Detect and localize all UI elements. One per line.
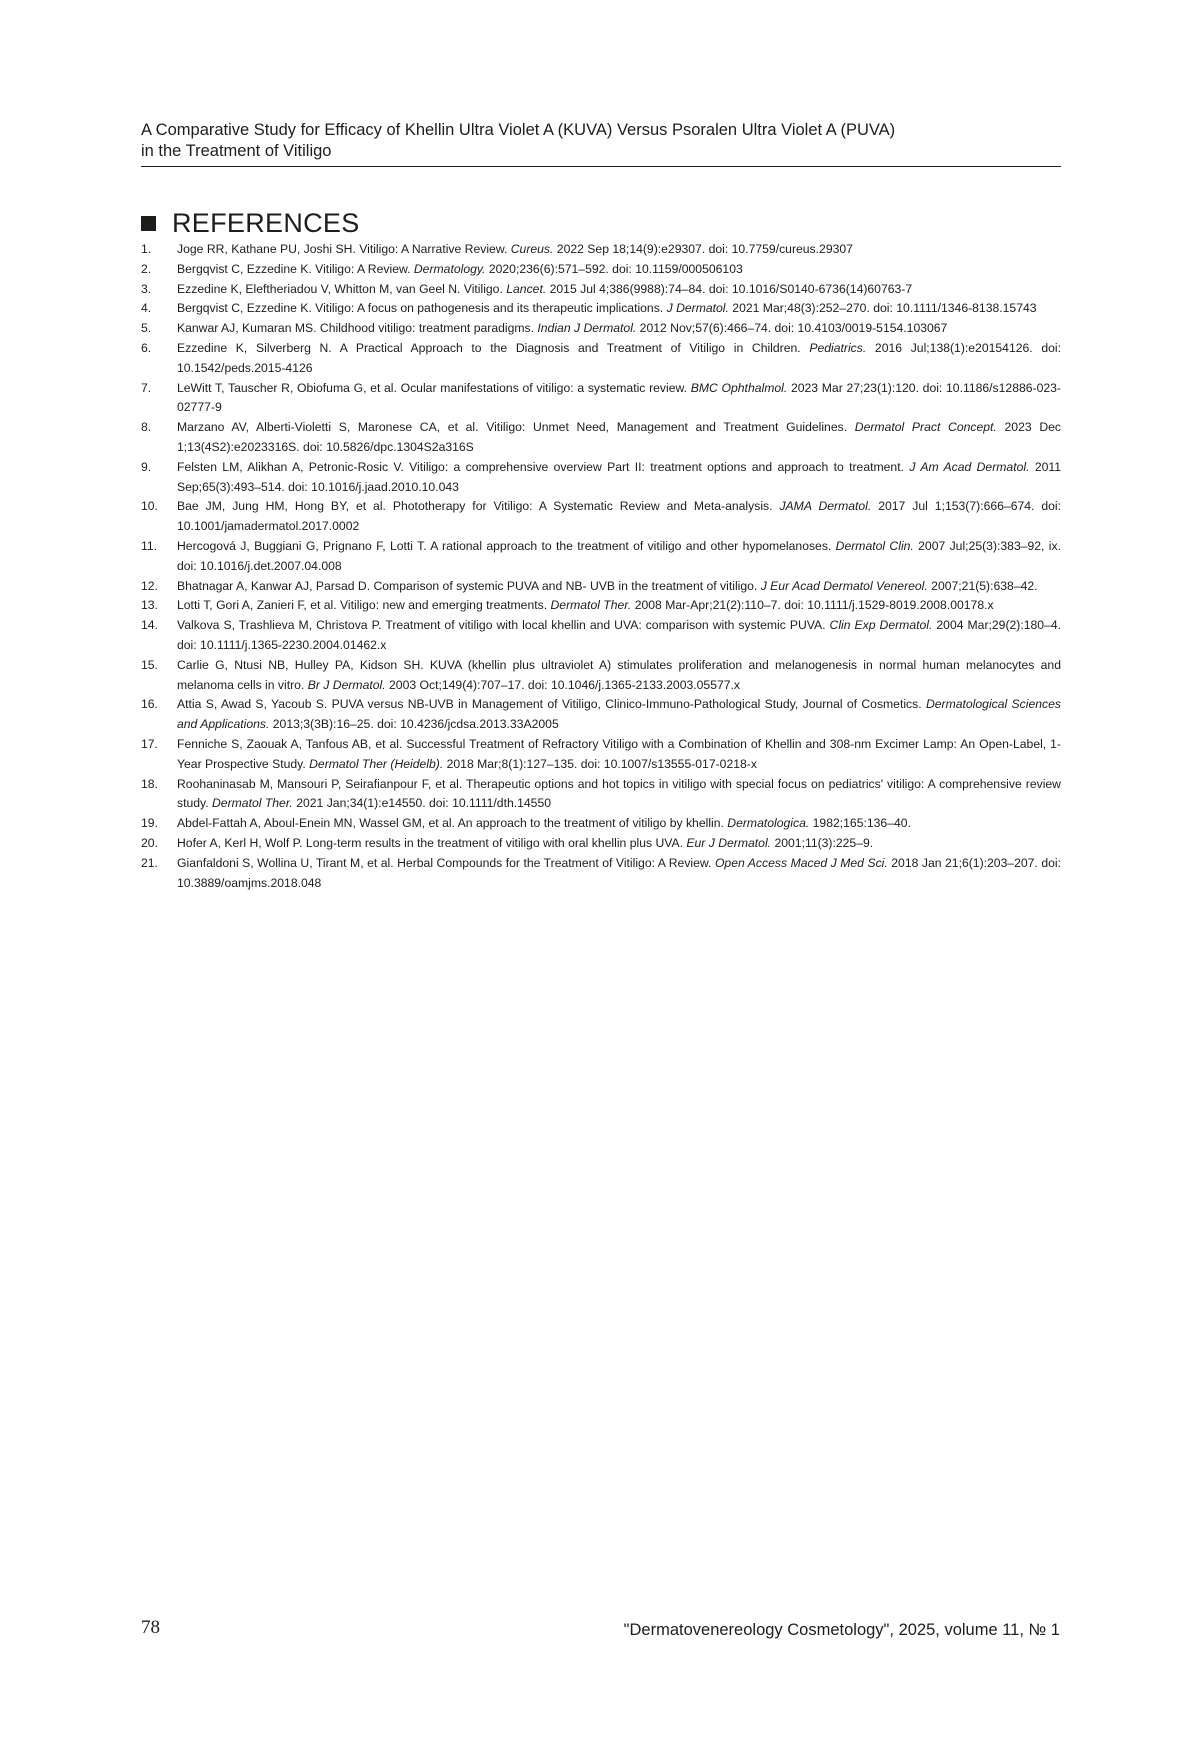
reference-text (177, 418, 1061, 458)
reference-authors-title: Valkova S, Trashlieva M, Christova P. Treatment of vitiligo with local khellin and UVA: comparison with systemic PUVA. (177, 618, 830, 633)
reference-journal: J Dermatol. (666, 301, 729, 316)
reference-number: 21. (141, 855, 158, 870)
section-heading (141, 208, 360, 238)
reference-authors-title: Marzano AV, Alberti-Violetti S, Maronese CA, et al. Vitiligo: Unmet Need, Management and Treatment Guidelines. (177, 420, 855, 435)
reference-number: 2. (141, 261, 152, 276)
reference-item (141, 418, 1061, 458)
reference-item (141, 299, 1061, 319)
reference-text (177, 735, 1061, 775)
reference-journal: Lancet. (506, 281, 547, 296)
reference-journal: J Am Acad Dermatol. (909, 459, 1030, 474)
reference-number: 6. (141, 340, 152, 355)
reference-item (141, 458, 1061, 498)
reference-journal: J Eur Acad Dermatol Venereol. (760, 578, 928, 593)
reference-number: 3. (141, 281, 152, 296)
reference-item (141, 596, 1061, 616)
reference-item (141, 240, 1061, 260)
reference-citation-details: 2023 Mar 27;23(1):120. doi: 10.1186/s12886-023-02777-9 (177, 380, 1061, 415)
reference-item (141, 775, 1061, 815)
reference-text (177, 596, 1061, 616)
reference-journal: Eur J Dermatol. (686, 835, 772, 850)
reference-number: 20. (141, 835, 158, 850)
reference-citation-details: 2016 Jul;138(1):e20154126. doi: 10.1542/peds.2015-4126 (177, 340, 1061, 375)
reference-authors-title: Joge RR, Kathane PU, Joshi SH. Vitiligo: A Narrative Review. (177, 242, 511, 256)
reference-authors-title: Lotti T, Gori A, Zanieri F, et al. Vitiligo: new and emerging treatments. (177, 598, 551, 613)
reference-text (177, 299, 1061, 319)
reference-number: 9. (141, 459, 152, 474)
reference-citation-details: 2013;3(3B):16–25. doi: 10.4236/jcdsa.2013.33A2005 (269, 717, 559, 732)
running-head-line-1: A Comparative Study for Efficacy of Khellin Ultra Violet A (KUVA) Versus Psoralen Ultra Violet A (PUVA) (141, 121, 896, 139)
reference-citation-details: 2018 Jan 21;6(1):203–207. doi: 10.3889/oamjms.2018.048 (177, 855, 1061, 890)
square-bullet-icon (141, 216, 156, 231)
reference-journal: Clin Exp Dermatol. (829, 618, 933, 633)
reference-item (141, 280, 1061, 300)
reference-number: 5. (141, 321, 152, 336)
reference-authors-title: Kanwar AJ, Kumaran MS. Childhood vitiligo: treatment paradigms. (177, 321, 538, 336)
reference-number: 4. (141, 301, 152, 316)
reference-citation-details: 2021 Jan;34(1):e14550. doi: 10.1111/dth.14550 (292, 796, 552, 811)
reference-journal: Dermatological Sciences and Applications. (177, 697, 1062, 732)
reference-text (177, 497, 1061, 537)
reference-authors-title: Bhatnagar A, Kanwar AJ, Parsad D. Comparison of systemic PUVA and NB- UVB in the treatment of vitiligo. (177, 578, 761, 593)
reference-authors-title: Carlie G, Ntusi NB, Hulley PA, Kidson SH. KUVA (khellin plus ultraviolet A) stimulates proliferation and melanogenesis in normal human melanocytes and melanoma cells in vitro. (177, 657, 1061, 692)
reference-citation-details: 2018 Mar;8(1):127–135. doi: 10.1007/s13555-017-0218-x (443, 756, 757, 771)
reference-item (141, 577, 1061, 597)
reference-text (177, 458, 1061, 498)
reference-citation-details: 2021 Mar;48(3):252–270. doi: 10.1111/1346-8138.15743 (728, 301, 1037, 316)
reference-item (141, 339, 1061, 379)
reference-number: 8. (141, 420, 152, 435)
reference-journal: Open Access Maced J Med Sci. (714, 855, 888, 870)
reference-text (177, 339, 1061, 379)
reference-citation-details: 2011 Sep;65(3):493–514. doi: 10.1016/j.jaad.2010.10.043 (177, 459, 1062, 494)
reference-number: 13. (141, 598, 158, 613)
reference-item (141, 735, 1061, 775)
reference-text (177, 656, 1061, 696)
reference-authors-title: Bae JM, Jung HM, Hong BY, et al. Phototherapy for Vitiligo: A Systematic Review and Meta-analysis. (177, 499, 780, 514)
reference-journal: Indian J Dermatol. (537, 321, 637, 336)
reference-citation-details: 2023 Dec 1;13(4S2):e2023316S. doi: 10.5826/dpc.1304S2a316S (177, 420, 1061, 454)
reference-number: 15. (141, 657, 158, 672)
reference-number: 16. (141, 697, 158, 712)
reference-citation-details: 2015 Jul 4;386(9988):74–84. doi: 10.1016/S0140-6736(14)60763-7 (546, 281, 913, 296)
reference-journal: JAMA Dermatol. (779, 499, 872, 514)
reference-journal: Dermatol Clin. (835, 538, 914, 553)
reference-text (177, 280, 1061, 300)
reference-citation-details: 2017 Jul 1;153(7):666–674. doi: 10.1001/jamadermatol.2017.0002 (177, 499, 1062, 534)
reference-journal: Br J Dermatol. (307, 677, 386, 692)
running-head (141, 120, 1061, 167)
reference-citation-details: 2003 Oct;149(4):707–17. doi: 10.1046/j.1365-2133.2003.05577.x (385, 677, 741, 692)
reference-journal: Dermatol Pract Concept. (854, 420, 997, 435)
reference-journal: Dermatology. (413, 261, 486, 276)
section-title: REFERENCES (172, 208, 360, 238)
reference-citation-details: 1982;165:136–40. (809, 816, 911, 831)
reference-item (141, 695, 1061, 735)
reference-citation-details: 2001;11(3):225–9. (771, 835, 874, 850)
reference-text (177, 616, 1061, 656)
reference-number: 18. (141, 776, 158, 791)
reference-item (141, 497, 1061, 537)
reference-text (177, 379, 1061, 419)
reference-authors-title: Hofer A, Kerl H, Wolf P. Long-term results in the treatment of vitiligo with oral khellin plus UVA. (177, 835, 687, 850)
reference-authors-title: Abdel-Fattah A, Aboul-Enein MN, Wassel GM, et al. An approach to the treatment of vitiligo by khellin. (177, 816, 728, 831)
reference-number: 19. (141, 816, 158, 831)
reference-journal: Dermatologica. (727, 816, 810, 831)
journal-info: "Dermatovenereology Cosmetology", 2025, volume 11, № 1 (623, 1621, 1060, 1639)
reference-number: 12. (141, 578, 158, 593)
reference-text (177, 260, 1061, 280)
reference-item (141, 814, 1061, 834)
reference-journal: Dermatol Ther (Heidelb). (309, 756, 444, 771)
reference-journal: Dermatol Ther. (550, 598, 632, 613)
reference-citation-details: 2004 Mar;29(2):180–4. doi: 10.1111/j.1365-2230.2004.01462.x (177, 618, 1062, 652)
reference-number: 11. (141, 538, 158, 553)
reference-text (177, 775, 1061, 815)
reference-authors-title: Bergqvist C, Ezzedine K. Vitiligo: A Review. (177, 261, 414, 276)
reference-number: 17. (141, 736, 158, 751)
page-number: 78 (141, 1617, 160, 1638)
reference-authors-title: Hercogová J, Buggiani G, Prignano F, Lotti T. A rational approach to the treatment of vitiligo and other hypomelanoses. (177, 538, 836, 553)
reference-citation-details: 2020;236(6):571–592. doi: 10.1159/000506103 (485, 261, 743, 276)
reference-text (177, 814, 1061, 834)
reference-item (141, 260, 1061, 280)
reference-item (141, 854, 1061, 894)
reference-item (141, 834, 1061, 854)
reference-item (141, 319, 1061, 339)
reference-item (141, 379, 1061, 419)
reference-number: 14. (141, 618, 158, 633)
reference-item (141, 537, 1061, 577)
reference-number: 10. (141, 499, 158, 514)
reference-journal: Pediatrics. (809, 340, 867, 355)
reference-authors-title: Roohaninasab M, Mansouri P, Seirafianpour F, et al. Therapeutic options and hot topics in vitiligo with special focus on pediatrics' vitiligo: A comprehensive review study. (177, 776, 1061, 811)
reference-citation-details: 2008 Mar-Apr;21(2):110–7. doi: 10.1111/j.1529-8019.2008.00178.x (631, 598, 994, 613)
reference-authors-title: Ezzedine K, Eleftheriadou V, Whitton M, van Geel N. Vitiligo. (177, 281, 507, 296)
reference-citation-details: 2007 Jul;25(3):383–92, ix. doi: 10.1016/j.det.2007.04.008 (177, 538, 1061, 573)
reference-text (177, 695, 1061, 735)
reference-authors-title: Bergqvist C, Ezzedine K. Vitiligo: A focus on pathogenesis and its therapeutic implications. (177, 301, 667, 316)
reference-text (177, 854, 1061, 894)
reference-citation-details: 2022 Sep 18;14(9):e29307. doi: 10.7759/cureus.29307 (553, 242, 853, 256)
reference-journal: Dermatol Ther. (212, 796, 293, 811)
reference-authors-title: LeWitt T, Tauscher R, Obiofuma G, et al. Ocular manifestations of vitiligo: a systematic review. (177, 380, 691, 395)
reference-text (177, 577, 1061, 597)
reference-authors-title: Fenniche S, Zaouak A, Tanfous AB, et al. Successful Treatment of Refractory Vitiligo with a Combination of Khellin and 308-nm Excimer Lamp: An Open-Label, 1-Year Prospective Study. (177, 736, 1061, 771)
reference-number: 1. (141, 242, 152, 256)
reference-citation-details: 2012 Nov;57(6):466–74. doi: 10.4103/0019-5154.103067 (636, 321, 948, 336)
reference-journal: BMC Ophthalmol. (690, 380, 788, 395)
reference-text (177, 537, 1061, 577)
reference-item (141, 616, 1061, 656)
reference-authors-title: Ezzedine K, Silverberg N. A Practical Approach to the Diagnosis and Treatment of Vitiligo in Children. (177, 340, 810, 355)
reference-text (177, 240, 1061, 260)
reference-text (177, 834, 1061, 854)
reference-list (141, 240, 1061, 893)
reference-number: 7. (141, 380, 152, 395)
running-head-line-2: in the Treatment of Vitiligo (141, 142, 332, 160)
reference-text (177, 319, 1061, 339)
reference-authors-title: Attia S, Awad S, Yacoub S. PUVA versus NB-UVB in Management of Vitiligo, Clinico-Immuno-Pathological Study, Journal of Cosmetics. (177, 697, 926, 712)
reference-authors-title: Felsten LM, Alikhan A, Petronic-Rosic V. Vitiligo: a comprehensive overview Part II: treatment options and approach to treatment. (177, 459, 910, 474)
reference-journal: Cureus. (510, 242, 554, 256)
reference-authors-title: Gianfaldoni S, Wollina U, Tirant M, et al. Herbal Compounds for the Treatment of Vitiligo: A Review. (177, 855, 715, 870)
reference-citation-details: 2007;21(5):638–42. (927, 578, 1038, 593)
reference-item (141, 656, 1061, 696)
